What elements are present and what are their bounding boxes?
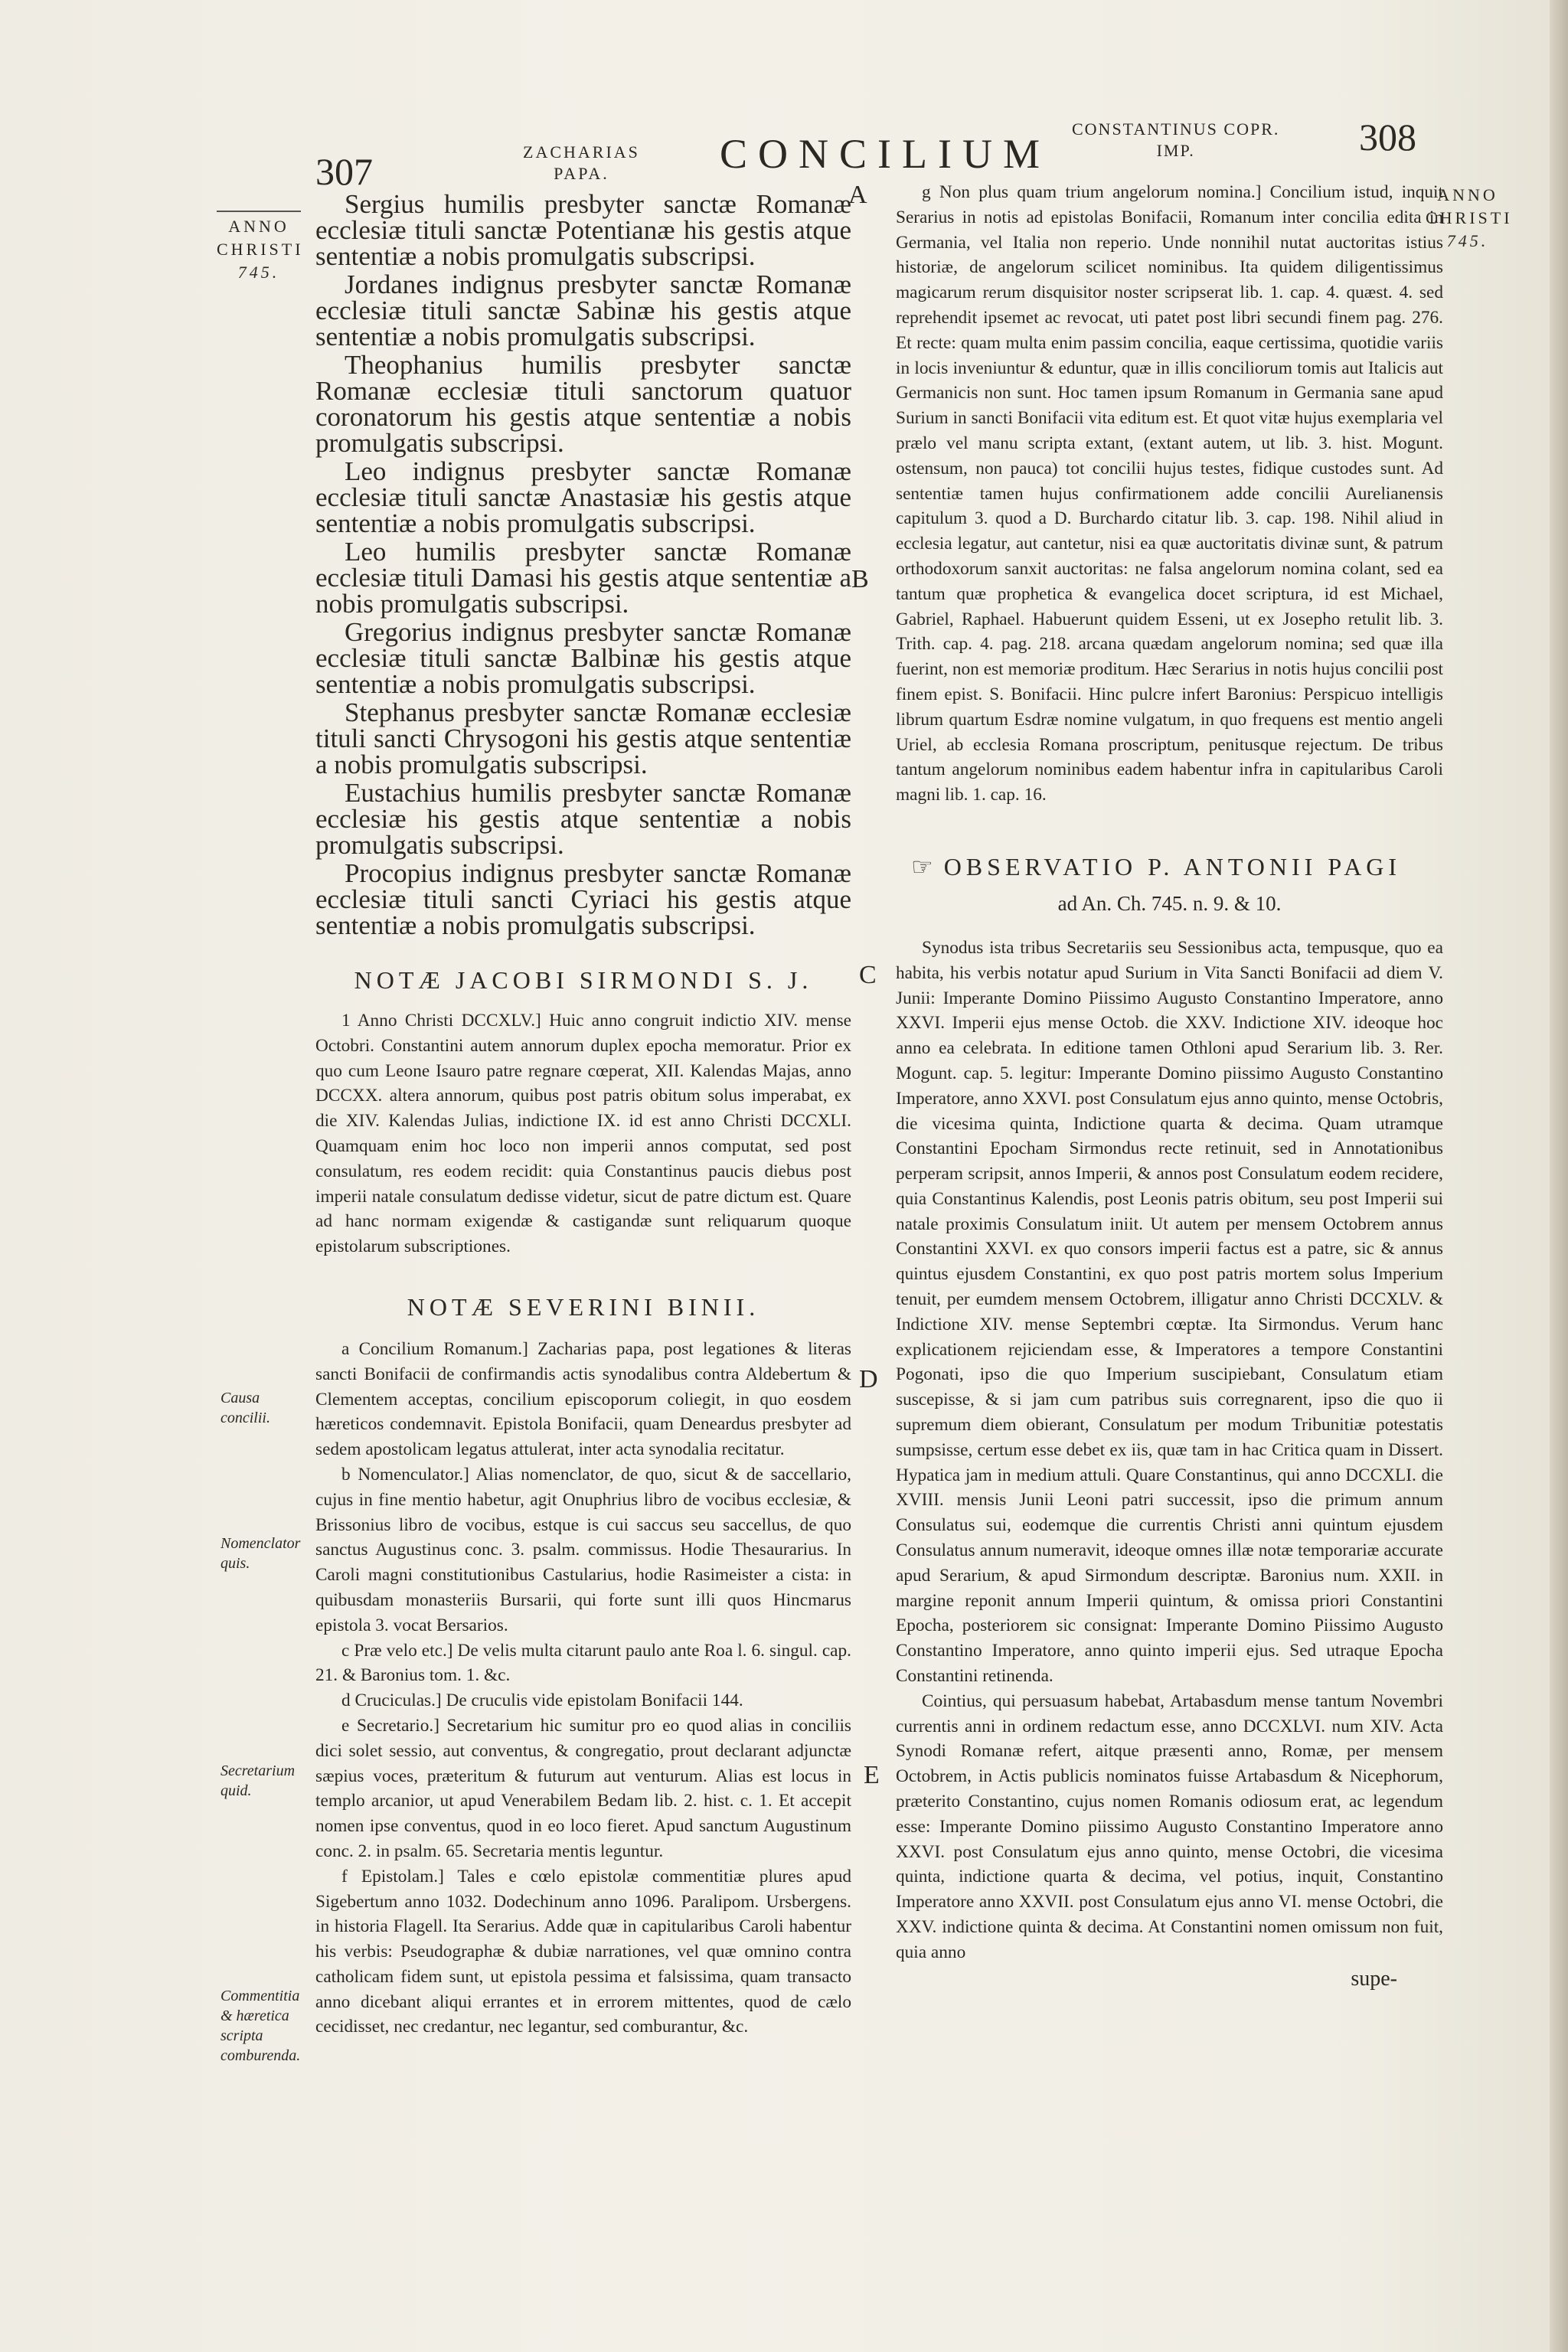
running-head-zacharias-line1: ZACHARIAS bbox=[523, 142, 640, 162]
anno-right-line1: ANNO bbox=[1437, 185, 1498, 204]
margin-note-commentitia: Commentitia & hæretica scripta comburenda. bbox=[220, 1988, 301, 2064]
binii-note-f: f Epistolam.] Tales e cœlo epistolæ commentitiæ plures apud Sigebertum anno 1032. Dodechinum anno 1096. Paralipom. Ursbergens. in historia Flagell. Ita Serarius. Adde quæ in capitularibus Caroli habentur his verbis: Pseudographæ & dubiæ narrationes, vel quæ omnino contra catholicam fidem sunt, ut epistola pessima et falsissima, quam transacto anno dicebant aliqui errantes et in errorem mittentes, quod de cælo cecidisset, nec credantur, nec legantur, sed comburantur, &c. bbox=[315, 1866, 851, 2037]
observatio-paragraph-2: Cointius, qui persuasum habebat, Artabasdum mense tantum Novembri currentis anni in ordinem redactum esse, anno DCCXLVI. num XIV. Acta Synodi Romanæ refert, aitque præsenti anno, Romæ, per mensem Octobrem, in Actis publicis nominatos fuisse Artabasdum & Nicephorum, præterito Constantino, cujus nomen Romanis odiosum erat, ac legendum esse: Imperante Domino piissimo Augusto Constantino Imperatore anno XXVI. post Consulatum ejus anno quinto, mense Octobri, die vicesima quinta, indictione quarta & decima, vel potius, inquit, Constantino Imperatore anno XXVII. post Consulatum ejus anno VI. mense Octobri, die XXV. indictione quinta & decima. At Constantini nomen omissum non fuit, quia anno bbox=[896, 1690, 1443, 1962]
anno-rule bbox=[217, 211, 301, 212]
binii-note-a: a Concilium Romanum.] Zacharias papa, post legationes & literas sancti Bonifacii de confirmandis actis synodalibus contra Aldebertum & Clementem acceptas, concilium episcoporum coliegit, in quo eosdem hæreticos condemnavit. Epistola Bonifacii, quam Deneardus presbyter ad sedem apostolicam legatus attulerat, inter acta synodalia recitatur. bbox=[315, 1338, 851, 1460]
right-page-number: 308 bbox=[1359, 116, 1416, 158]
observatio-heading-text: OBSERVATIO P. ANTONII PAGI bbox=[943, 852, 1402, 880]
subscription-list bbox=[315, 191, 851, 939]
running-head-constantinus-line2: IMP. bbox=[1156, 141, 1195, 160]
subscription: Jordanes indignus presbyter sanctæ Romanæ ecclesiæ tituli sanctæ Sabinæ his gestis atque sententiæ a nobis promulgatis subscripsi. bbox=[315, 270, 851, 351]
anno-left-line2: CHRISTI bbox=[217, 240, 304, 259]
subscription: Leo indignus presbyter sanctæ Romanæ ecclesiæ tituli sanctæ Anastasiæ his gestis atque sententiæ a nobis promulgatis subscripsi. bbox=[315, 456, 851, 538]
adjacent-page-edge bbox=[1550, 0, 1568, 2352]
running-head-zacharias-line2: PAPA. bbox=[554, 164, 609, 183]
observatio-paragraph-1: Synodus ista tribus Secretariis seu Sessionibus acta, tempusque, quo ea habita, his verbis notatur apud Surium in Vita Sancti Bonifacii ad diem V. Junii: Imperante Domino Piissimo Augusto Constantino Imperatore, anno XXVI. Imperii ejus mense Octob. die XXV. Indictione XIV. ideoque hoc anno ea celebrata. In editione tamen Othloni apud Serarium lib. 3. Rer. Mogunt. cap. 5. legitur: Imperante Domino piissimo Augusto Constantino Imperatore, anno XXVI. post Consulatum ejus anno quinto, mense Octobris, die vicesima quinta, Indictione quarta & decima. Quam utramque Constantini Epocham Sirmondus recte retinuit, sed in Annotationibus perperam scripsit, annos Imperii, & annos post Consulatum eodem recidere, quia Constantinus Kalendis, post Leonis patris obitum, seu post Imperii sui natale proximis Consulatum iniit. Ut autem per mensem Octobrem annus Constantini XXVI. ex quo consors imperii factus est a patre, sic & annus quintus ejusdem Constantini, ex quo post patris mortem solus Imperium tenuit, per eumdem mensem Octobrem, illigatur anno Christi DCCXLV. & Indictione XIV. mense Septembri cœptæ. Ita Sirmondus. Verum hanc explicationem rejiciendam esse, & Imperatores a tempore Constantini Pogonati, ipso die quo Imperium suscipiebant, Consulatum etiam suscepisse, & si jam cum patribus suis corregnarent, ipso die quo ii supremum diem obierant, Consulatum per modum Tribunitiæ potestatis sumpsisse, certum esse debet ex iis, quæ tam in hac Critica quam in Dissert. Hypatica jam in medium attuli. Quare Constantinus, qui anno DCCXLI. die XVIII. mensis Junii Leoni patri successit, ipso die primum annum Consulatus sui, eodemque die currentis Christi anni quintum ejusdem Consulatus annum numeravit, ideoque omnes illæ notæ temporariæ accurate apud Serarium, & apud Sirmondum descriptæ. Baronius num. XXII. in margine reponit annum Imperii quintum, & omissa priori Constantini Epocha, posteriorem sic consignat: Imperante Domino Piissimo Augusto Constantino Imperatore, anno quinto imperii ejus. Sed utraque Epocha Constantini retinenda. bbox=[896, 937, 1443, 1687]
margin-letter-b: B bbox=[851, 565, 869, 593]
margin-letter-a: A bbox=[848, 181, 867, 209]
left-column bbox=[315, 191, 851, 2040]
running-head-zacharias bbox=[523, 142, 640, 185]
pointing-hand-icon: ☞ bbox=[911, 852, 938, 880]
margin-letter-e: E bbox=[864, 1761, 880, 1789]
anno-right-line2: CHRISTI bbox=[1426, 208, 1513, 227]
catchword: supe- bbox=[1351, 1966, 1397, 1991]
margin-letter-d: D bbox=[859, 1365, 878, 1393]
running-head-constantinus bbox=[1072, 119, 1279, 162]
binii-note-c: c Præ velo etc.] De velis multa citarunt paulo ante Roa l. 6. singul. cap. 21. & Baronius tom. 1. &c. bbox=[315, 1640, 851, 1686]
notae-sirmondi-text: 1 Anno Christi DCCXLV.] Huic anno congruit indictio XIV. mense Octobri. Constantini autem annorum duplex epocha memoratur. Prior ex quo cum Leone Isauro patre regnare cœperat, XII. Kalendas Majas, anno DCCXX. altera annorum, quibus post patris obitum solus imperabat, ex die XIV. Kalendas Julias, indictione IX. id est anno Christi DCCXLI. Quamquam enim hoc loco non imperii annos computat, sed post consulatum, res eodem recidit: quia Constantinus paucis diebus post imperii natale consulatum dedisse videtur, sicut de patre dictum est. Quare ad hanc normam exigendæ & castigandæ sunt reliquarum quoque epistolarum subscriptiones. bbox=[315, 1011, 851, 1257]
page-title: CONCILIUM bbox=[720, 131, 1050, 177]
margin-note-nomenclator: Nomenclator quis. bbox=[220, 1535, 301, 1572]
note-g: g Non plus quam trium angelorum nomina.] Concilium istud, inquit Serarius in notis ad epistolas Bonifacii, Romanum inter concilia edita in Germania, vel Italia non reperio. Unde nonnihil nutat auctoritas istius historiæ, de angelorum scilicet nominibus. Ita quidem diligentissimus magicarum rerum disquisitor noster scripserat lib. 1. cap. 4. quæst. 4. sed reprehendit ipsemet ac revocat, uti patet post libri secundi finem pag. 276. Et recte: quam multa enim passim concilia, eaque certissima, quotidie variis in locis inveniuntur & eduntur, quæ in illis conciliorum tomis aut Italicis aut Germanicis non sunt. Hoc tamen ipsum Romanum in Germania sane apud Surium in sancti Bonifacii vita editum est. Et quot vitæ hujus exemplaria vel prælo vel manu scripta extant, (extant autem, ut lib. 3. hist. Mogunt. ostensum, non pauca) tot concilii hujus testes, fidique custodes sunt. Ad sententiæ tamen hujus confirmationem adde concilii Aurelianensis capitulum 3. quod a D. Burchardo citatur lib. 3. cap. 198. Nihil aliud in ecclesia legatur, aut cantetur, nisi ea quæ auctoritatis divinæ sunt, & patrum orthodoxorum sanxit auctoritas: ne falsa angelorum nomina colant, sed ea tantum quæ prophetica & evangelica docet scriptura, id est Michael, Gabriel, Raphael. Habuerunt quidem Esseni, ut ex Josepho retulit lib. 3. Trith. cap. 4. pag. 218. arcana quædam angelorum nomina; sed quæ illa fuerint, non est memoriæ proditum. Hæc Serarius in notis hujus concilii post finem epist. S. Bonifacii. Hinc pulcre infert Baronius: Perspicuo intelligis librum quartum Esdræ nomine vulgatum, in quo frequens est mentio angeli Uriel, ab ecclesia Romana proscriptum, penitusque rejectum. De tribus tantum angelorum nominibus eadem habentur infra in capitularibus Caroli magni lib. 1. cap. 16. bbox=[896, 182, 1443, 805]
anno-right-line3: 745. bbox=[1446, 231, 1489, 250]
binii-note-d: d Cruciculas.] De cruculis vide epistolam Bonifacii 144. bbox=[341, 1690, 743, 1711]
observatio-heading bbox=[896, 852, 1443, 881]
notae-binii-heading: NOTÆ SEVERINI BINII. bbox=[407, 1292, 760, 1321]
subscription: Gregorius indignus presbyter sanctæ Romanæ ecclesiæ tituli sanctæ Balbinæ his gestis atque sententiæ a nobis promulgatis subscripsi. bbox=[315, 617, 851, 699]
left-page-number: 307 bbox=[315, 150, 373, 193]
margin-note-causa: Causa concilii. bbox=[220, 1390, 270, 1426]
running-head-constantinus-line1: CONSTANTINUS COPR. bbox=[1072, 119, 1280, 139]
anno-left-line1: ANNO bbox=[228, 217, 289, 236]
subscription: Sergius humilis presbyter sanctæ Romanæ ecclesiæ tituli sanctæ Potentianæ his gestis atque sententiæ a nobis promulgatis subscripsi. bbox=[315, 189, 851, 271]
notae-sirmondi-heading: NOTÆ JACOBI SIRMONDI S. J. bbox=[354, 966, 813, 994]
right-column bbox=[896, 180, 1443, 1991]
subscription: Leo humilis presbyter sanctæ Romanæ ecclesiæ tituli Damasi his gestis atque sententiæ a nobis promulgatis subscripsi. bbox=[315, 537, 851, 619]
binii-note-b: b Nomenculator.] Alias nomenclator, de quo, sicut & de saccellario, cujus in fine mentio habetur, agit Onuphrius libro de vocibus ecclesiæ, & Brissonius libro de vocibus, estque is cui saccus seu saccellus, de quo sanctus Augustinus conc. 3. psalm. commissus. Hodie Thesaurarius. In Caroli magni constitutionibus Castularius, hodie Rasimeister a cista: in quibusdam monasteriis Bursarii, qui forte sunt illi quos Hincmarus epistola 3. vocat Bersarios. bbox=[315, 1464, 851, 1635]
subscription: Procopius indignus presbyter sanctæ Romanæ ecclesiæ tituli sancti Cyriaci his gestis atque sententiæ a nobis promulgatis subscripsi. bbox=[315, 858, 851, 940]
subscription: Eustachius humilis presbyter sanctæ Romanæ ecclesiæ his gestis atque sententiæ a nobis promulgatis subscripsi. bbox=[315, 778, 851, 860]
subscription: Stephanus presbyter sanctæ Romanæ ecclesiæ tituli sancti Chrysogoni his gestis atque sententiæ a nobis promulgatis subscripsi. bbox=[315, 697, 851, 779]
observatio-subheading: ad An. Ch. 745. n. 9. & 10. bbox=[1057, 891, 1282, 915]
anno-christi-left bbox=[217, 211, 304, 284]
margin-letter-c: C bbox=[859, 961, 877, 989]
binii-note-e: e Secretario.] Secretarium hic sumitur pro eo quod alias in conciliis dici solet sessio, aut conventus, & congregatio, prout declarant adjunctæ sæpius voces, præteritum & futurum aut venturum. Alias est locus in templo arcanior, ut apud Venerabilem Bedam lib. 2. hist. c. 1. Et accepit nomen ipse conventus, quod in eo loco fieret. Apud sanctum Augustinum conc. 2. in psalm. 65. Secretaria mentis leguntur. bbox=[315, 1715, 851, 1861]
anno-left-line3: 745. bbox=[237, 263, 280, 282]
subscription: Theophanius humilis presbyter sanctæ Romanæ ecclesiæ tituli sanctorum quatuor coronatorum his gestis atque sententiæ a nobis promulgatis subscripsi. bbox=[315, 350, 851, 458]
margin-note-secretarium: Secretarium quid. bbox=[220, 1762, 296, 1799]
